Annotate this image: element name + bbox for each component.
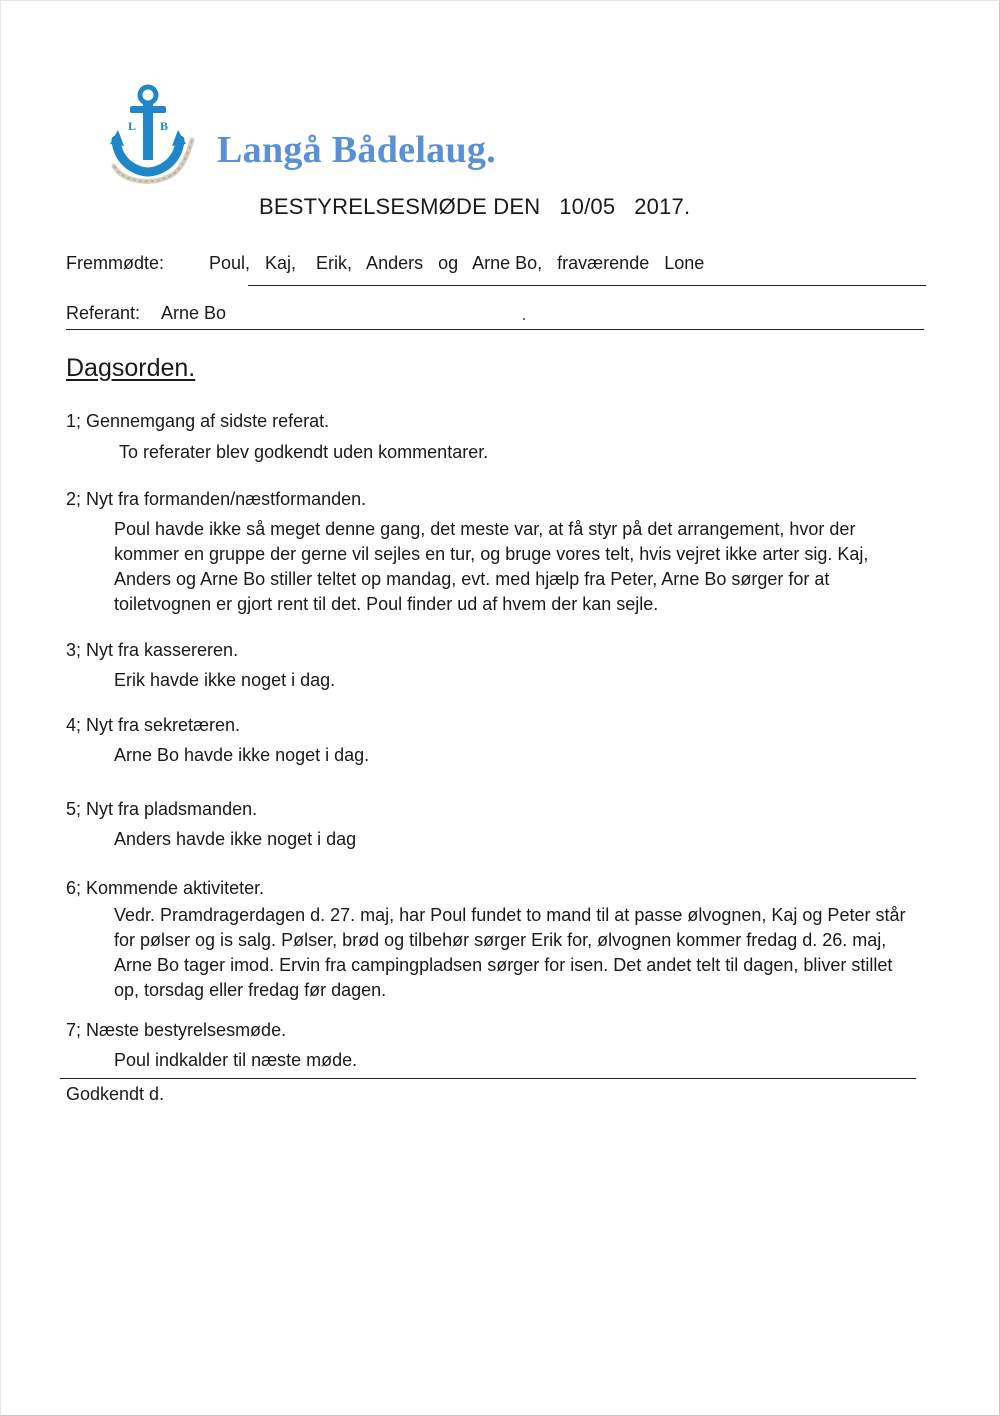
anchor-logo-icon <box>108 82 200 184</box>
agenda-item-6-title: 6; Kommende aktiviteter. <box>66 878 265 898</box>
logo-letter-l: L <box>128 119 137 133</box>
agenda-item-1-body: To referater blev godkendt uden kommentarer. <box>119 442 489 462</box>
agenda-item-3-body: Erik havde ikke noget i dag. <box>114 670 336 690</box>
agenda-item-3-title: 3; Nyt fra kassereren. <box>66 640 239 660</box>
divider <box>60 1078 916 1079</box>
attendees-names: Poul, Kaj, Erik, Anders og Arne Bo, fraværende Lone <box>209 253 705 273</box>
meeting-title: BESTYRELSESMØDE DEN 10/05 2017. <box>259 194 691 219</box>
agenda-item-5-title: 5; Nyt fra pladsmanden. <box>66 799 258 819</box>
attendees-label: Fremmødte: <box>66 253 165 273</box>
agenda-item-7-title: 7; Næste bestyrelsesmøde. <box>66 1020 287 1040</box>
divider <box>248 285 926 286</box>
agenda-item-7-body: Poul indkalder til næste møde. <box>114 1050 358 1070</box>
referent-name: Arne Bo <box>161 303 227 323</box>
referent-label: Referant: <box>66 303 141 323</box>
agenda-item-2-body: Poul havde ikke så meget denne gang, det meste var, at få styr på det arrangement, hvor der kommer en gruppe der gerne vil sejles en tur, og bruge vores telt, hvis vejret ikke arter sig. Kaj, Anders og Arne Bo stiller teltet op mandag, evt. med hjælp fra Peter, Arne Bo sørger for at toiletvognen er gjort rent til det. Poul finder ud af hvem der kan sejle. <box>114 519 869 614</box>
agenda-item-4-title: 4; Nyt fra sekretæren. <box>66 715 241 735</box>
agenda-item-6-body: Vedr. Pramdragerdagen d. 27. maj, har Poul fundet to mand til at passe ølvognen, Kaj og Peter står for pølser og is salg. Pølser, brød og tilbehør sørger Erik for, ølvognen kommer fredag d. 26. maj, Arne Bo tager imod. Ervin fra campingpladsen sørger for isen. Det andet telt til dagen, bliver stillet op, torsdag eller fredag før dagen. <box>114 905 906 1000</box>
agenda-item-5-body: Anders havde ikke noget i dag <box>114 829 357 849</box>
agenda-item-4-body: Arne Bo havde ikke noget i dag. <box>114 745 370 765</box>
stray-dot <box>523 318 525 320</box>
divider <box>66 329 924 330</box>
approved-label: Godkendt d. <box>66 1084 165 1104</box>
agenda-item-1-title: 1; Gennemgang af sidste referat. <box>66 411 330 431</box>
agenda-item-2-title: 2; Nyt fra formanden/næstformanden. <box>66 489 367 509</box>
logo-letter-b: B <box>160 119 169 133</box>
agenda-heading: Dagsorden. <box>66 354 196 382</box>
club-name: Langå Bådelaug. <box>217 129 497 171</box>
